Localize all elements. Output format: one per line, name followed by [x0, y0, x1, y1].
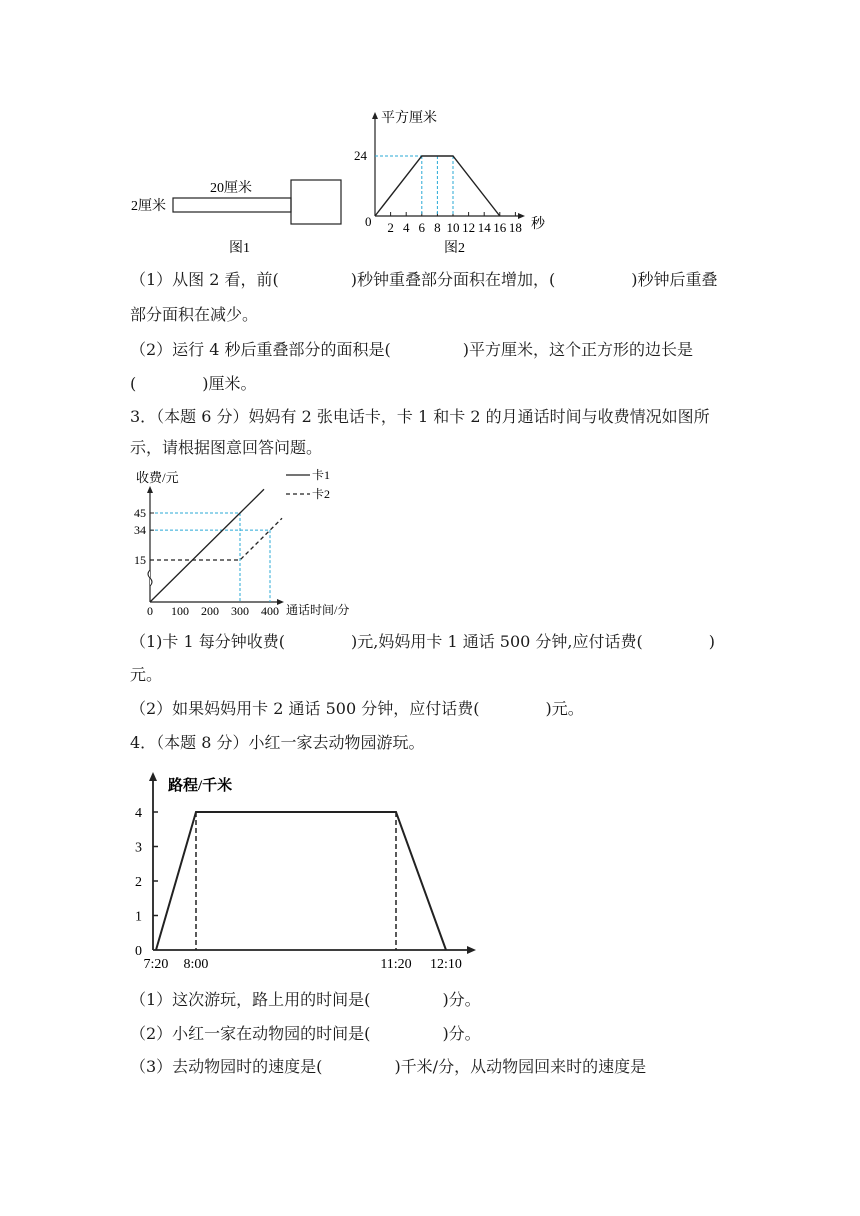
label-2cm: 2厘米	[131, 199, 166, 214]
q2-p1d: 部分面积在减少。	[130, 305, 259, 324]
q4-p3a: （3）去动物园时的速度是(	[130, 1057, 323, 1076]
long-rectangle	[173, 198, 291, 212]
q4-p1a: （1）这次游玩，路上用的时间是(	[130, 990, 371, 1009]
y-axis-label: 路程/千米	[168, 778, 233, 794]
q2-part1-line1	[130, 270, 718, 290]
figure-1	[125, 170, 355, 260]
y-tick-label: 4	[135, 806, 142, 821]
distance-line	[156, 812, 446, 950]
q4-part3	[130, 1057, 646, 1077]
q3-p2b: )元。	[545, 699, 584, 718]
q3-p1d: 元。	[130, 665, 163, 684]
x-tick-label: 8	[434, 220, 441, 235]
q3-part2-line	[130, 699, 584, 719]
x-tick-label: 14	[477, 220, 491, 235]
q2-p1c: )秒钟后重叠	[631, 270, 718, 289]
x-tick-label: 10	[446, 220, 460, 235]
x-axis-arrow	[467, 946, 476, 954]
y-tick-label: 1	[135, 909, 142, 925]
axis-break	[148, 570, 152, 586]
x-tick-label: 11:20	[380, 957, 412, 972]
x-tick-label: 4	[402, 220, 410, 235]
q3-p2a: （2）如果妈妈用卡 2 通话 500 分钟，应付话费(	[130, 699, 480, 718]
y-axis-arrow	[149, 772, 157, 781]
q2-p2b: )平方厘米，这个正方形的边长是	[462, 340, 694, 359]
y-tick-label: 34	[134, 523, 146, 538]
label-20cm: 20厘米	[210, 181, 252, 196]
y-axis-arrow	[372, 112, 378, 119]
q4-p3b: )千米/分，从动物园回来时的速度是	[394, 1057, 647, 1076]
y-axis-arrow	[147, 486, 153, 493]
square	[291, 180, 341, 224]
q3-p1c: )	[708, 632, 716, 651]
q4-part1	[130, 990, 481, 1010]
x-tick-label: 18	[508, 220, 522, 235]
y-axis-label: 平方厘米	[381, 111, 437, 126]
x-tick-label: 400	[261, 604, 279, 618]
q4-p2a: （2）小红一家在动物园的时间是(	[130, 1024, 371, 1043]
x-tick-label: 12:10	[430, 957, 462, 972]
q2-p2c: (	[130, 374, 137, 393]
q3-title-line2	[130, 438, 322, 458]
q2-p1a: （1）从图 2 看，前(	[130, 270, 279, 289]
figure-4	[128, 768, 488, 978]
q4-title	[130, 733, 425, 753]
q4-p2b: )分。	[442, 1024, 481, 1043]
y-tick-label: 45	[134, 506, 146, 520]
figure-3	[128, 462, 368, 622]
origin-label: 0	[365, 214, 372, 229]
y-axis-label: 收费/元	[136, 470, 179, 485]
fig1-caption: 图1	[229, 241, 250, 256]
x-axis-label: 通话时间/分	[286, 603, 350, 617]
q3-title-a: 3．（本题 6 分）妈妈有 2 张电话卡，卡 1 和卡 2 的月通话时间与收费情况如图所	[130, 407, 710, 426]
q2-p1b: )秒钟重叠部分面积在增加，(	[350, 270, 556, 289]
q2-part1-line2	[130, 305, 258, 325]
legend-card1-label: 卡1	[312, 468, 331, 482]
q4-title-text: 4．（本题 8 分）小红一家去动物园游玩。	[130, 733, 425, 752]
q3-p1b: )元,妈妈用卡 1 通话 500 分钟,应付话费(	[351, 632, 643, 651]
q3-title-line1	[130, 407, 710, 427]
y-tick-label: 0	[135, 944, 142, 959]
x-tick-label: 12	[462, 220, 476, 235]
card2-line	[150, 518, 282, 560]
x-tick-label: 8:00	[183, 957, 209, 972]
legend-card2-label: 卡2	[312, 487, 331, 501]
q4-part2	[130, 1024, 481, 1044]
x-tick-label: 2	[387, 220, 394, 235]
q2-p2a: （2）运行 4 秒后重叠部分的面积是(	[130, 340, 391, 359]
x-tick-label: 7:20	[143, 957, 169, 972]
q2-part2-line2	[130, 374, 257, 394]
q2-p2d: )厘米。	[202, 374, 257, 393]
x-axis-arrow	[518, 213, 525, 219]
q3-part1-line2	[130, 665, 162, 685]
y-tick-label: 15	[134, 553, 146, 567]
figure-2	[345, 108, 565, 258]
x-tick-label: 200	[201, 604, 219, 618]
card1-line	[150, 489, 264, 602]
q3-title-b: 示，请根据图意回答问题。	[130, 438, 323, 457]
q3-part1-line1	[130, 632, 715, 652]
q4-p1b: )分。	[442, 990, 481, 1009]
x-tick-label: 6	[418, 220, 426, 235]
x-tick-label: 300	[231, 604, 249, 618]
q2-part2-line1	[130, 340, 693, 360]
y-tick-24: 24	[354, 148, 367, 163]
x-tick-label: 16	[493, 220, 507, 235]
y-tick-label: 2	[135, 875, 142, 890]
y-tick-label: 3	[135, 840, 142, 856]
x-axis-label: 秒	[531, 217, 545, 232]
fig2-caption: 图2	[444, 241, 465, 256]
q3-p1a: （1)卡 1 每分钟收费(	[130, 632, 286, 651]
x-tick-label: 100	[171, 604, 189, 618]
x-tick-label: 0	[147, 604, 153, 618]
